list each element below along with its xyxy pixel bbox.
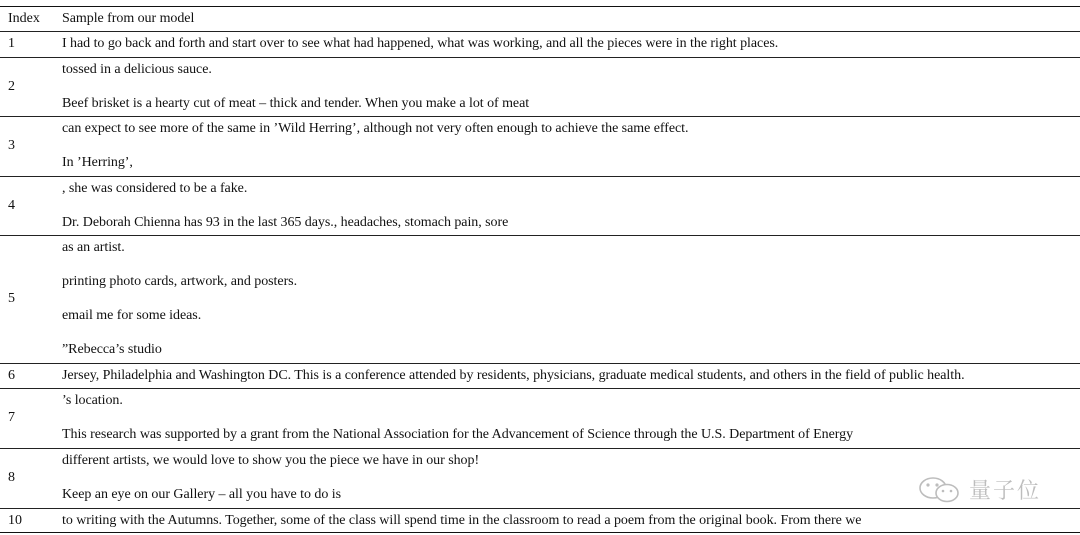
sample-line: Jersey, Philadelphia and Washington DC. This is a conference attended by residents, physicians, graduate medical students, and others in the field of public health. — [62, 368, 965, 383]
sample-line: In ’Herring’, — [62, 155, 133, 170]
table-row — [0, 363, 1080, 388]
sample-line: ”Rebecca’s studio — [62, 342, 162, 357]
table-row — [0, 235, 1080, 363]
table-row — [0, 31, 1080, 57]
sample-line: Beef brisket is a hearty cut of meat – thick and tender. When you make a lot of meat — [62, 96, 530, 111]
watermark — [917, 474, 1041, 505]
table-row — [0, 388, 1080, 448]
table-row — [0, 508, 1080, 532]
sample-line: Dr. Deborah Chienna has 93 in the last 365 days., headaches, stomach pain, sore — [62, 215, 509, 230]
sample-line: tossed in a delicious sauce. — [62, 62, 212, 77]
table-bottom-rule — [0, 532, 1080, 533]
row-index: 3 — [8, 138, 15, 153]
watermark-text: 量子位 — [969, 479, 1042, 504]
row-index: 4 — [8, 198, 15, 213]
sample-line: to writing with the Autumns. Together, some of the class will spend time in the classroom to read a poem from the original book. From there we — [62, 513, 862, 528]
sample-line: This research was supported by a grant from the National Association for the Advancement of Science through the U.S. Department of Energy — [62, 427, 854, 442]
sample-line: ’s location. — [62, 393, 123, 408]
header-index: Index — [8, 11, 40, 26]
table-row — [0, 57, 1080, 116]
row-index: 2 — [8, 79, 15, 94]
row-index: 5 — [8, 291, 15, 306]
table-row — [0, 176, 1080, 235]
table-header-row — [0, 6, 1080, 31]
table-row — [0, 116, 1080, 176]
sample-line: as an artist. — [62, 240, 125, 255]
row-index: 8 — [8, 470, 15, 485]
row-index: 1 — [8, 36, 15, 51]
wechat-icon — [917, 475, 963, 505]
sample-line: email me for some ideas. — [62, 308, 202, 323]
row-index: 6 — [8, 368, 15, 383]
sample-line: I had to go back and forth and start over to see what had happened, what was working, and all the pieces were in the right places. — [62, 36, 779, 51]
sample-line: different artists, we would love to show you the piece we have in our shop! — [62, 453, 480, 468]
sample-line: Keep an eye on our Gallery – all you have to do is — [62, 487, 341, 502]
row-index: 10 — [8, 513, 22, 528]
sample-line: , she was considered to be a fake. — [62, 181, 248, 196]
header-sample: Sample from our model — [62, 11, 195, 26]
row-index: 7 — [8, 410, 15, 425]
sample-line: printing photo cards, artwork, and posters. — [62, 274, 298, 289]
sample-line: can expect to see more of the same in ’Wild Herring’, although not very often enough to achieve the same effect. — [62, 121, 689, 136]
